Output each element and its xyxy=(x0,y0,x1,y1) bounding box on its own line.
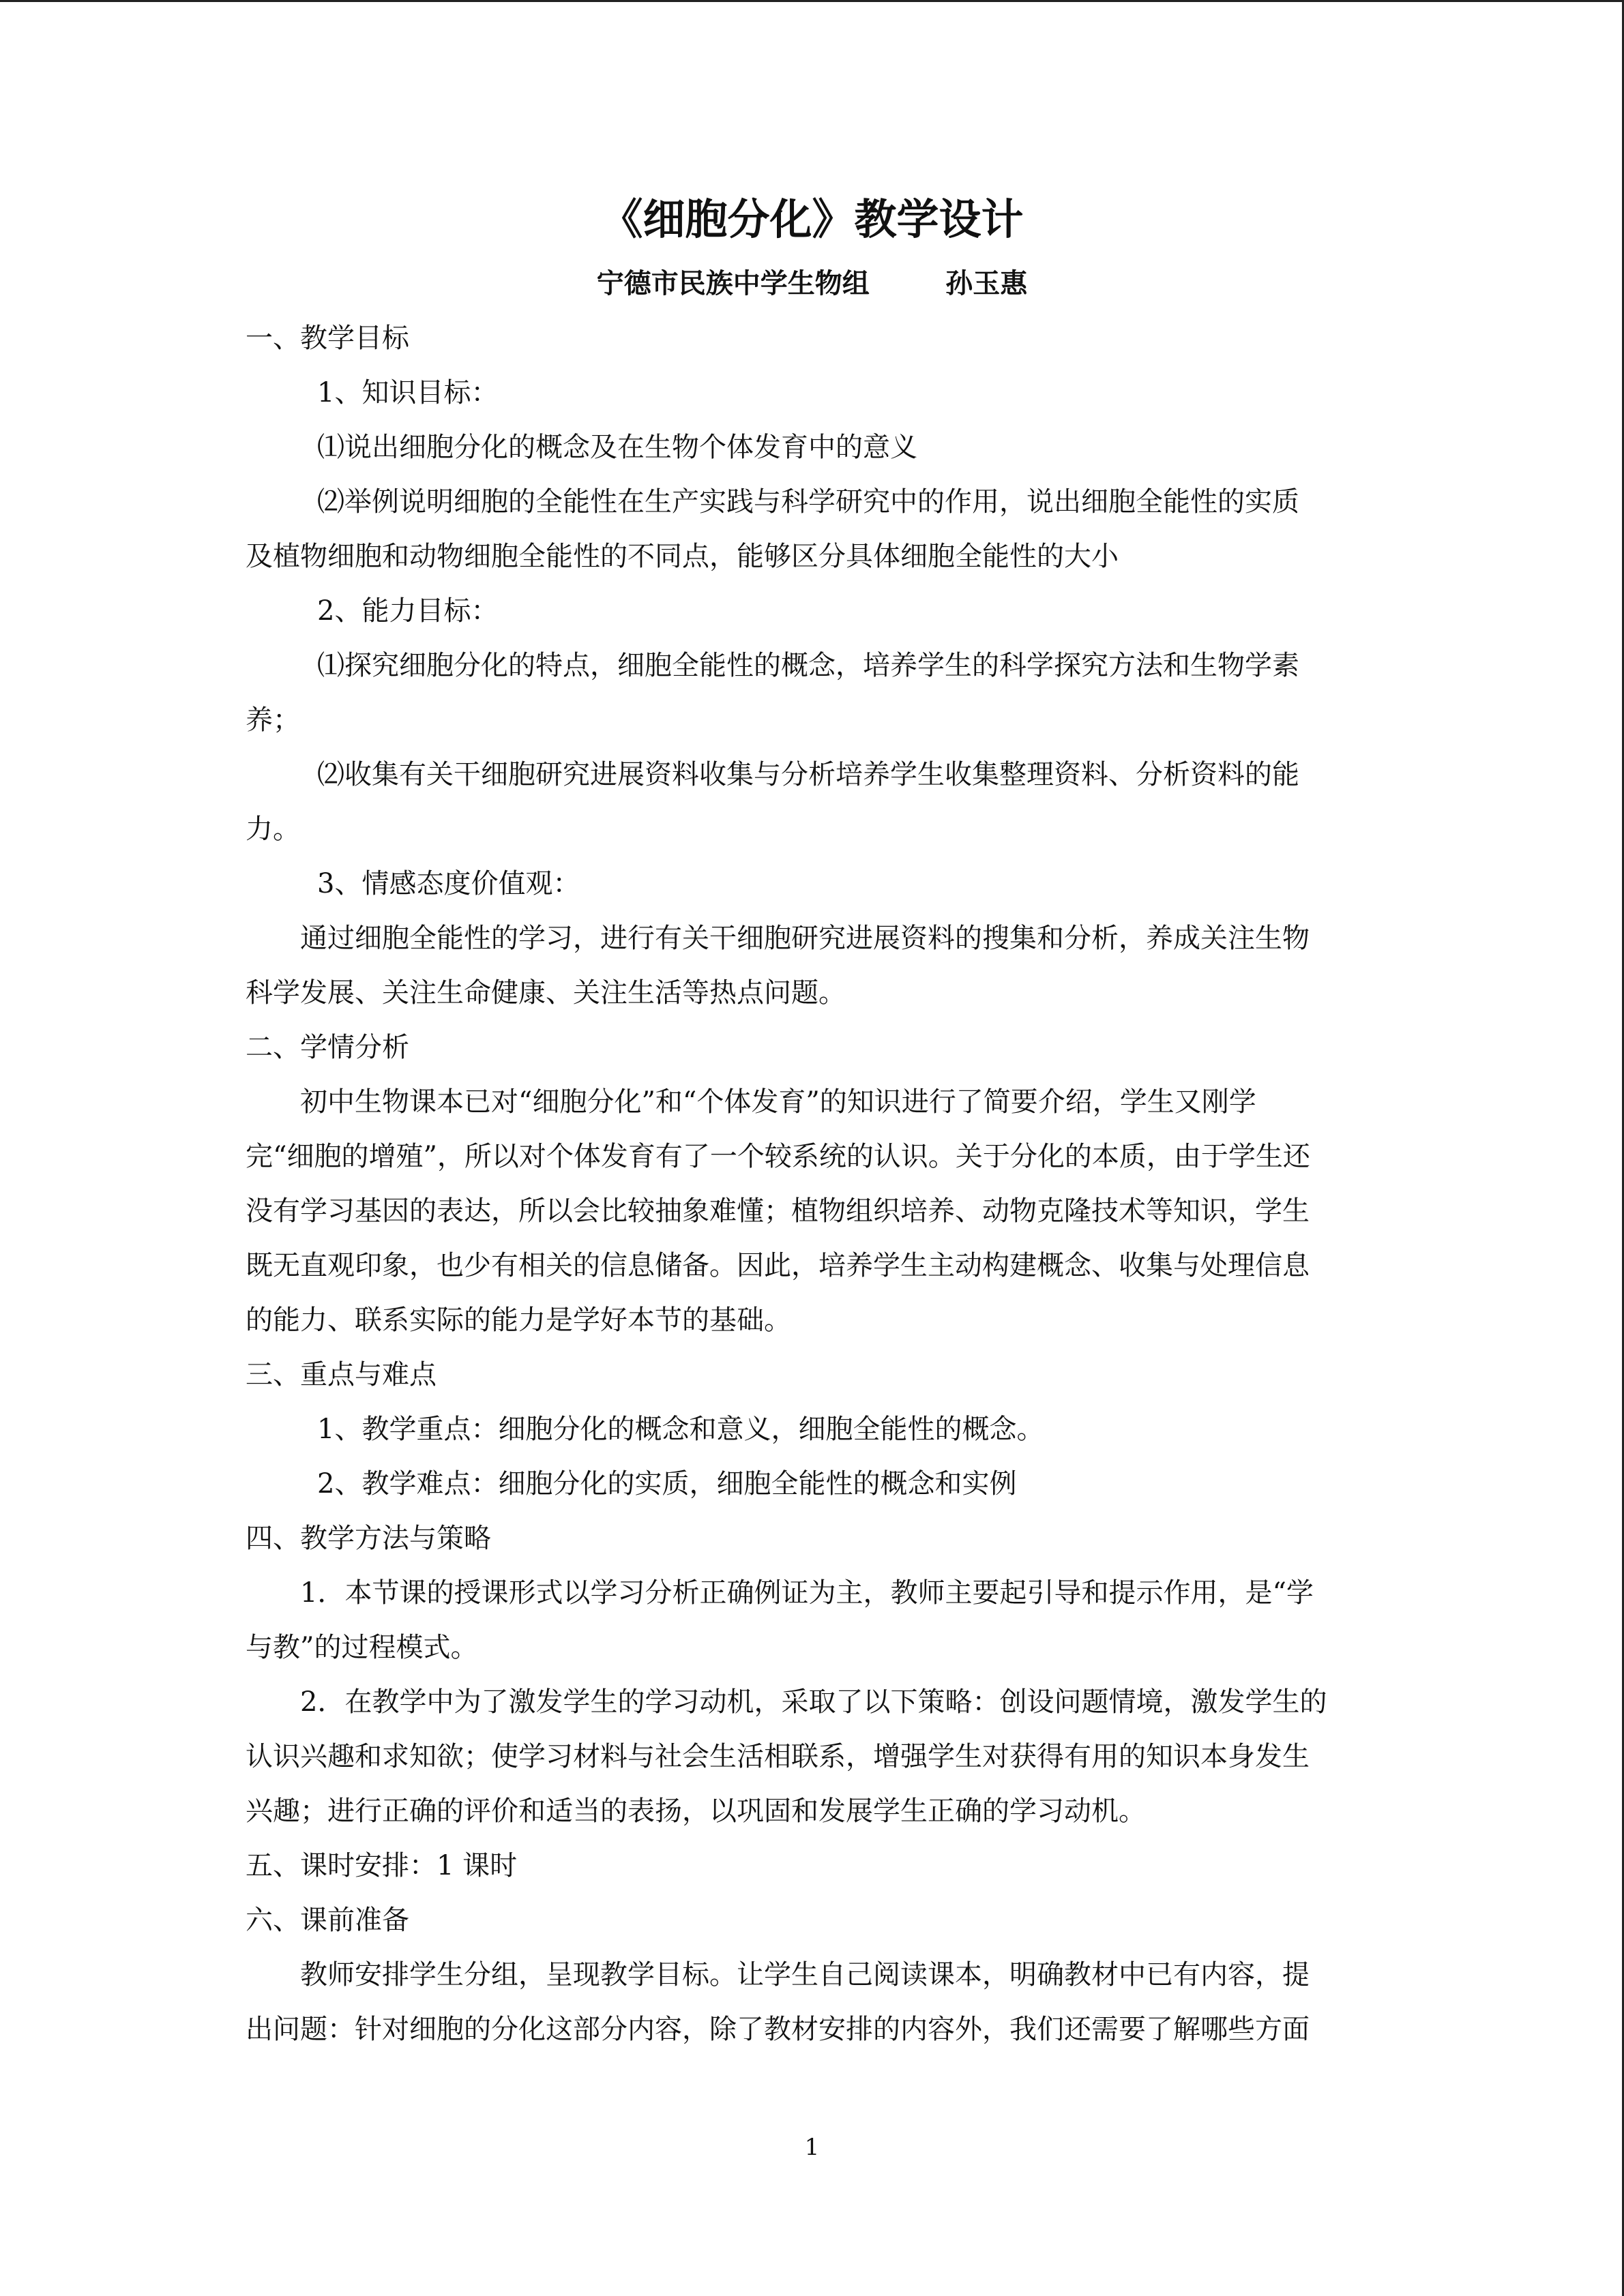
text-line: 与教”的过程模式。 xyxy=(246,1632,478,1663)
text-line: 科学发展、关注生命健康、关注生活等热点问题。 xyxy=(246,977,846,1009)
text-line: 兴趣；进行正确的评价和适当的表扬，以巩固和发展学生正确的学习动机。 xyxy=(246,1795,1146,1827)
text-line: 既无直观印象，也少有相关的信息储备。因此，培养学生主动构建概念、收集与处理信息 xyxy=(246,1250,1310,1281)
text-line: 2．在教学中为了激发学生的学习动机，采取了以下策略：创设问题情境，激发学生的 xyxy=(300,1686,1327,1718)
text-line: 通过细胞全能性的学习，进行有关干细胞研究进展资料的搜集和分析，养成关注生物 xyxy=(300,923,1310,954)
text-line: ⑴探究细胞分化的特点，细胞全能性的概念，培养学生的科学探究方法和生物学素 xyxy=(317,650,1299,681)
text-line: 力。 xyxy=(246,814,300,845)
text-line: ⑴说出细胞分化的概念及在生物个体发育中的意义 xyxy=(317,432,917,463)
page-number: 1 xyxy=(804,2134,820,2161)
text-line: 的能力、联系实际的能力是学好本节的基础。 xyxy=(246,1304,791,1336)
section-heading-learner-analysis: 二、学情分析 xyxy=(246,1032,409,1063)
text-line: 没有学习基因的表达，所以会比较抽象难懂；植物组织培养、动物克隆技术等知识，学生 xyxy=(246,1195,1310,1227)
subheading-attitude-goals: 3、情感态度价值观： xyxy=(317,868,580,899)
section-heading-objectives: 一、教学目标 xyxy=(246,323,409,354)
text-line: 教师安排学生分组，呈现教学目标。让学生自己阅读课本，明确教材中已有内容，提 xyxy=(300,1959,1310,1991)
text-line: 养； xyxy=(246,704,300,736)
text-line: ⑵举例说明细胞的全能性在生产实践与科学研究中的作用，说出细胞全能性的实质 xyxy=(317,486,1299,518)
text-line: 2、教学难点：细胞分化的实质，细胞全能性的概念和实例 xyxy=(317,1468,1017,1500)
text-line: 出问题：针对细胞的分化这部分内容，除了教材安排的内容外，我们还需要了解哪些方面 xyxy=(246,2014,1310,2045)
text-line: 1、教学重点：细胞分化的概念和意义，细胞全能性的概念。 xyxy=(317,1414,1044,1445)
section-heading-preparation: 六、课前准备 xyxy=(246,1905,409,1936)
section-heading-methods: 四、教学方法与策略 xyxy=(246,1523,491,1554)
page-border-top xyxy=(0,0,1624,2)
text-line: 及植物细胞和动物细胞全能性的不同点，能够区分具体细胞全能性的大小 xyxy=(246,541,1119,572)
text-line: 初中生物课本已对“细胞分化”和“个体发育”的知识进行了简要介绍，学生又刚学 xyxy=(300,1086,1256,1118)
subheading-ability-goals: 2、能力目标： xyxy=(317,595,499,627)
text-line: 完“细胞的增殖”，所以对个体发育有了一个较系统的认识。关于分化的本质，由于学生还 xyxy=(246,1141,1310,1172)
text-line: 1．本节课的授课形式以学习分析正确例证为主，教师主要起引导和提示作用，是“学 xyxy=(300,1577,1314,1609)
section-heading-schedule: 五、课时安排：1 课时 xyxy=(246,1850,518,1881)
text-line: ⑵收集有关干细胞研究进展资料收集与分析培养学生收集整理资料、分析资料的能 xyxy=(317,759,1299,790)
document-title: 《细胞分化》教学设计 xyxy=(600,194,1024,244)
author-byline: 宁德市民族中学生物组 孙玉惠 xyxy=(596,267,1028,299)
text-line: 认识兴趣和求知欲；使学习材料与社会生活相联系，增强学生对获得有用的知识本身发生 xyxy=(246,1741,1310,1772)
section-heading-key-points: 三、重点与难点 xyxy=(246,1359,437,1390)
subheading-knowledge-goals: 1、知识目标： xyxy=(317,377,499,408)
